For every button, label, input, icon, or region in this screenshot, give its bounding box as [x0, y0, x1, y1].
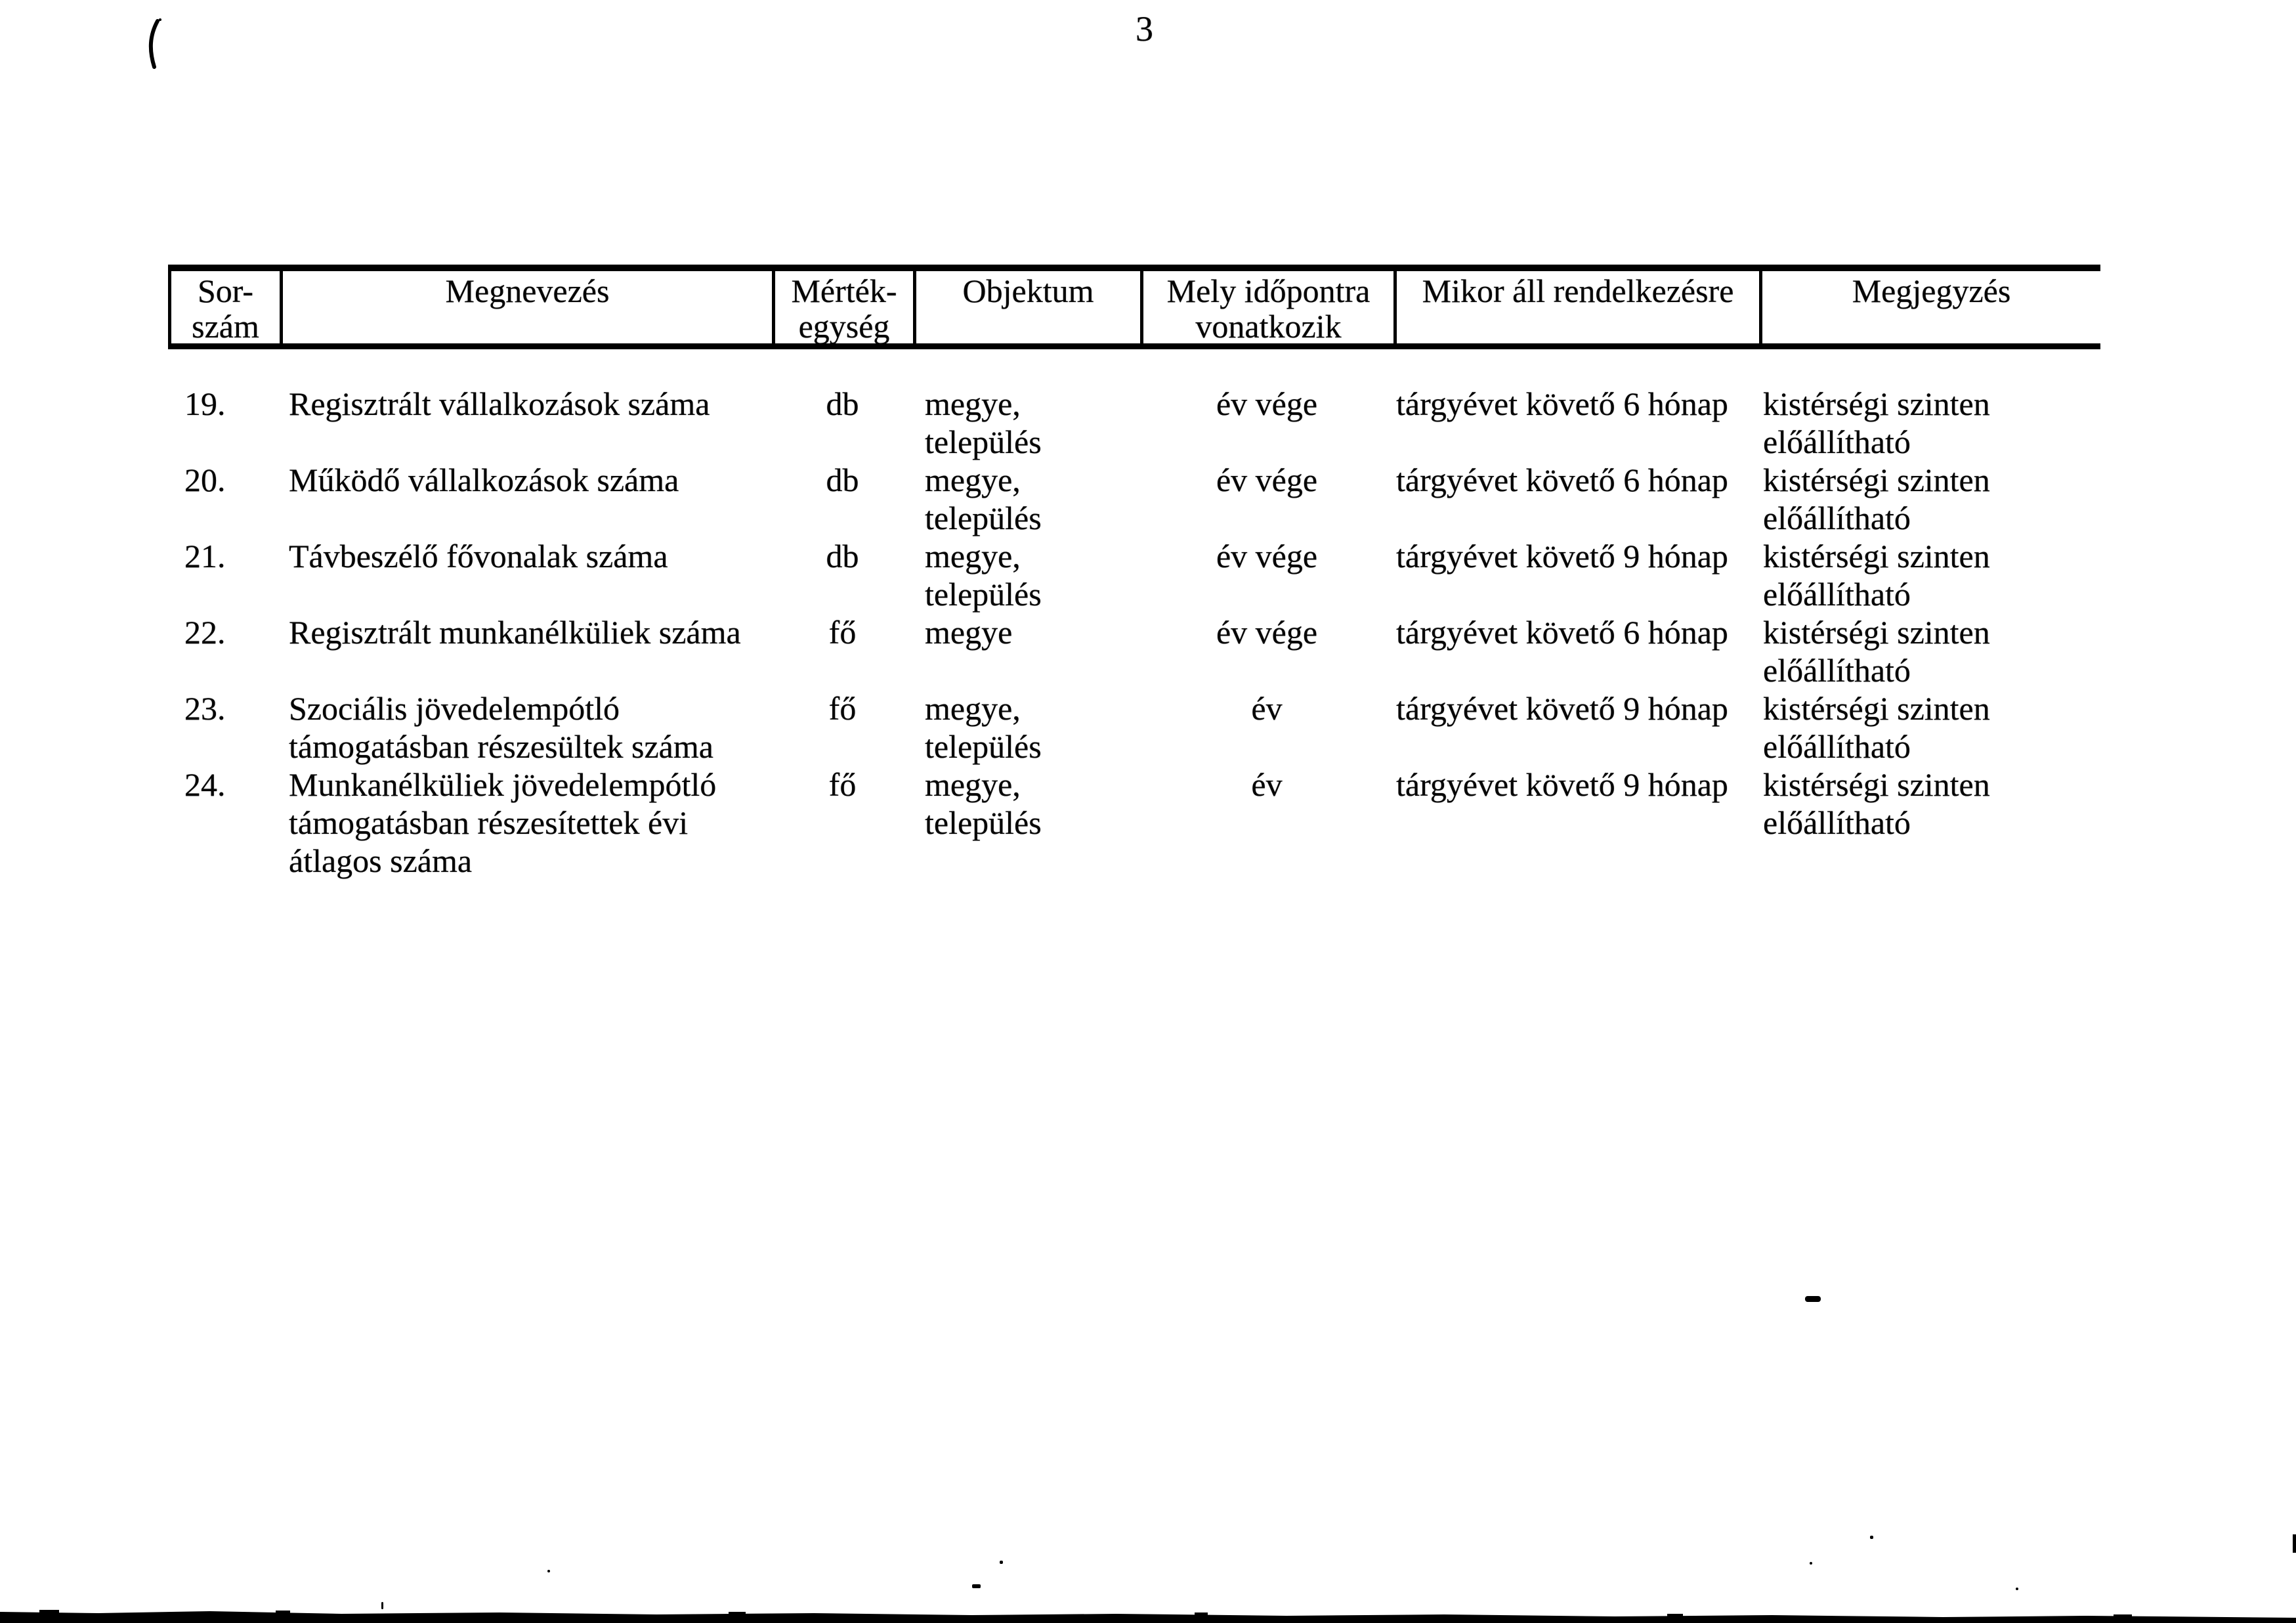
text-line: Megnevezés [445, 272, 610, 309]
timepoint-cell [1140, 537, 1393, 613]
text-line: 24. [184, 766, 226, 803]
table-row [168, 613, 2100, 689]
text-line: település [925, 804, 1042, 841]
timepoint-cell [1140, 766, 1393, 880]
unit-cell [772, 537, 913, 613]
text-line: év vége [1216, 614, 1318, 651]
objektum-cell [913, 613, 1140, 689]
text-line: átlagos száma [289, 842, 473, 879]
objektum-cell [913, 461, 1140, 537]
text-line: település [925, 500, 1042, 536]
text-line: előállítható [1763, 423, 1911, 460]
unit-cell [772, 689, 913, 766]
text-line: db [826, 538, 859, 574]
name-cell [280, 537, 772, 613]
text-line: Regisztrált munkanélküliek száma [289, 614, 741, 651]
text-line: Megjegyzés [1852, 272, 2011, 309]
row-number-cell [168, 461, 280, 537]
row-number-cell [168, 613, 280, 689]
text-line: Regisztrált vállalkozások száma [289, 385, 710, 422]
note-cell [1759, 461, 2100, 537]
scan-speck [1810, 1562, 1812, 1565]
text-line: megye, [925, 538, 1021, 574]
objektum-cell [913, 766, 1140, 880]
text-line: 20. [184, 462, 226, 498]
text-line: település [925, 728, 1042, 765]
text-line: év vége [1216, 385, 1318, 422]
text-line: év vége [1216, 462, 1318, 498]
name-cell [280, 461, 772, 537]
note-cell [1759, 766, 2100, 880]
row-number-cell [168, 385, 280, 461]
name-cell [280, 689, 772, 766]
scan-speck [1870, 1536, 1873, 1539]
table-row [168, 385, 2100, 461]
text-line: Mérték- [791, 272, 897, 309]
unit-cell [772, 766, 913, 880]
text-line: település [925, 423, 1042, 460]
text-line: db [826, 385, 859, 422]
unit-cell [772, 385, 913, 461]
text-line: előállítható [1763, 652, 1911, 689]
note-cell [1759, 689, 2100, 766]
note-cell [1759, 613, 2100, 689]
text-line: előállítható [1763, 804, 1911, 841]
text-line: kistérségi szinten [1763, 385, 1990, 422]
table-header-row [168, 265, 2100, 349]
text-line: település [925, 576, 1042, 613]
text-line: db [826, 462, 859, 498]
text-line: tárgyévet követő 9 hónap [1396, 690, 1728, 727]
text-line: Sor- [197, 272, 254, 309]
availability-cell [1393, 537, 1759, 613]
text-line: Mikor áll rendelkezésre [1422, 272, 1734, 309]
header-cell-megnevezes [280, 271, 772, 343]
text-line: Munkanélküliek jövedelempótló [289, 766, 717, 803]
text-line: előállítható [1763, 500, 1911, 536]
unit-cell [772, 461, 913, 537]
text-line: kistérségi szinten [1763, 690, 1990, 727]
timepoint-cell [1140, 385, 1393, 461]
header-cell-mertekegyseg [772, 271, 913, 343]
text-line: egység [798, 308, 890, 345]
unit-cell [772, 613, 913, 689]
page-number: 3 [1136, 9, 1153, 49]
text-line: fő [828, 690, 857, 727]
text-line: kistérségi szinten [1763, 766, 1990, 803]
edge-tick-artifact [2293, 1534, 2296, 1553]
text-line: előállítható [1763, 728, 1911, 765]
text-line: Objektum [962, 272, 1094, 309]
row-number-cell [168, 766, 280, 880]
availability-cell [1393, 461, 1759, 537]
text-line: tárgyévet követő 9 hónap [1396, 538, 1728, 574]
statistics-table [168, 265, 2100, 880]
scan-speck [2016, 1588, 2018, 1590]
text-line: tárgyévet követő 9 hónap [1396, 766, 1728, 803]
availability-cell [1393, 766, 1759, 880]
text-line: megye, [925, 385, 1021, 422]
name-cell [280, 385, 772, 461]
header-cell-sorszam [168, 271, 280, 343]
header-cell-megjegyzes [1759, 271, 2100, 343]
stray-dash-artifact [1805, 1296, 1821, 1302]
text-line: fő [828, 614, 857, 651]
text-line: 22. [184, 614, 226, 651]
text-line: megye, [925, 462, 1021, 498]
note-cell [1759, 385, 2100, 461]
timepoint-cell [1140, 613, 1393, 689]
text-line: tárgyévet követő 6 hónap [1396, 614, 1728, 651]
text-line: vonatkozik [1195, 308, 1342, 345]
availability-cell [1393, 385, 1759, 461]
text-line: tárgyévet követő 6 hónap [1396, 462, 1728, 498]
text-line: 23. [184, 690, 226, 727]
text-line: támogatásban részesültek száma [289, 728, 713, 765]
text-line: év [1251, 690, 1283, 727]
scan-edge-band [0, 1606, 2296, 1623]
text-line: 21. [184, 538, 226, 574]
table-row [168, 537, 2100, 613]
text-line: Működő vállalkozások száma [289, 462, 679, 498]
name-cell [280, 766, 772, 880]
objektum-cell [913, 689, 1140, 766]
table-row [168, 766, 2100, 880]
text-line: szám [192, 308, 259, 345]
row-number-cell [168, 537, 280, 613]
header-cell-objektum [913, 271, 1140, 343]
objektum-cell [913, 537, 1140, 613]
corner-mark-artifact [144, 18, 164, 71]
text-line: tárgyévet követő 6 hónap [1396, 385, 1728, 422]
text-line: kistérségi szinten [1763, 462, 1990, 498]
text-line: kistérségi szinten [1763, 538, 1990, 574]
text-line: év [1251, 766, 1283, 803]
text-line: megye [925, 614, 1013, 651]
row-number-cell [168, 689, 280, 766]
text-line: év vége [1216, 538, 1318, 574]
text-line: Szociális jövedelempótló [289, 690, 620, 727]
text-line: 19. [184, 385, 226, 422]
header-cell-rendelkezes [1393, 271, 1759, 343]
table-row [168, 461, 2100, 537]
note-cell [1759, 537, 2100, 613]
availability-cell [1393, 689, 1759, 766]
objektum-cell [913, 385, 1140, 461]
table-row [168, 689, 2100, 766]
scan-speck [1000, 1561, 1003, 1564]
text-line: megye, [925, 766, 1021, 803]
scan-speck [972, 1584, 981, 1588]
text-line: Távbeszélő fővonalak száma [289, 538, 668, 574]
text-line: támogatásban részesítettek évi [289, 804, 689, 841]
scan-speck [547, 1570, 550, 1572]
name-cell [280, 613, 772, 689]
timepoint-cell [1140, 461, 1393, 537]
table-body [168, 385, 2100, 880]
timepoint-cell [1140, 689, 1393, 766]
header-cell-idopontra [1140, 271, 1393, 343]
text-line: fő [828, 766, 857, 803]
availability-cell [1393, 613, 1759, 689]
text-line: előállítható [1763, 576, 1911, 613]
text-line: megye, [925, 690, 1021, 727]
text-line: kistérségi szinten [1763, 614, 1990, 651]
text-line: Mely időpontra [1166, 272, 1371, 309]
